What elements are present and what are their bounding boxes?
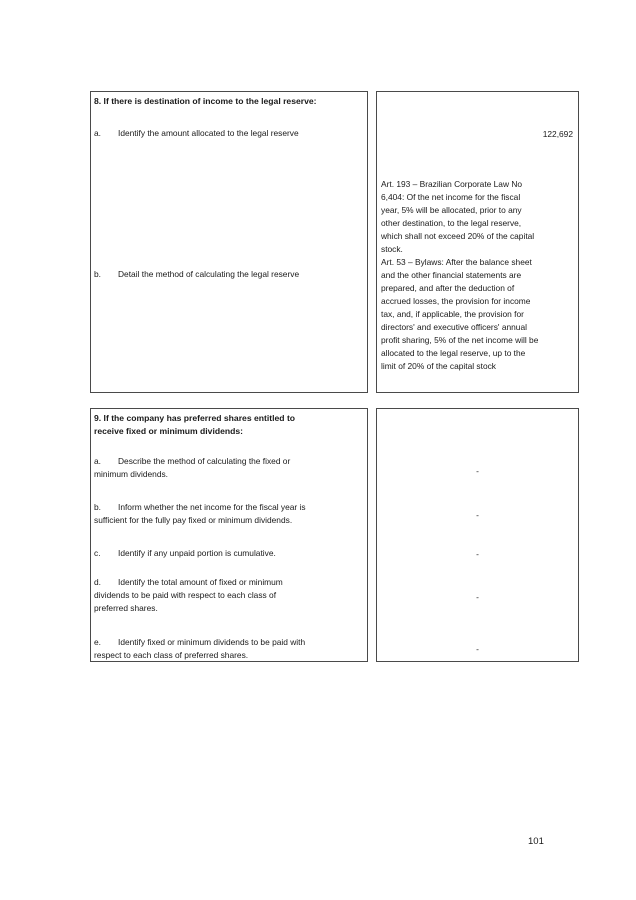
- section9-answer-c: -: [476, 549, 479, 559]
- item-label: b.: [94, 269, 101, 279]
- section9-answer-d: -: [476, 592, 479, 602]
- section8-item-b: [94, 268, 299, 281]
- answer-line: which shall not exceed 20% of the capital: [381, 231, 535, 241]
- item-label: a.: [94, 128, 101, 138]
- answer-line: year, 5% will be allocated, prior to any: [381, 205, 522, 215]
- page-number: 101: [528, 836, 544, 847]
- answer-line: other destination, to the legal reserve,: [381, 218, 522, 228]
- item-label: a.: [94, 456, 101, 466]
- section8-answer-a: 122,692: [542, 129, 573, 139]
- item-text: Describe the method of calculating the fixed or: [118, 456, 291, 466]
- title-line: receive fixed or minimum dividends:: [94, 426, 244, 436]
- item-label: c.: [94, 548, 101, 558]
- section9-answer-e: -: [476, 644, 479, 654]
- item-text: preferred shares.: [94, 603, 158, 613]
- section9-answer-a: -: [476, 466, 479, 476]
- item-text: dividends to be paid with respect to each class of: [94, 590, 277, 600]
- answer-line: accrued losses, the provision for income: [381, 296, 531, 306]
- item-text: sufficient for the fully pay fixed or minimum dividends.: [94, 515, 293, 525]
- section9-item-c: [94, 547, 276, 560]
- item-text: Detail the method of calculating the legal reserve: [118, 269, 300, 279]
- item-label: b.: [94, 502, 101, 512]
- answer-line: stock.: [381, 244, 403, 254]
- answer-line: tax, and, if applicable, the provision for: [381, 309, 524, 319]
- item-text: Identify if any unpaid portion is cumulative.: [118, 548, 276, 558]
- answer-line: allocated to the legal reserve, up to the: [381, 348, 526, 358]
- section9-item-b: [94, 501, 306, 527]
- answer-line: directors' and executive officers' annual: [381, 322, 527, 332]
- item-text: minimum dividends.: [94, 469, 169, 479]
- section8-item-a: [94, 127, 299, 140]
- section9-question-box: [90, 408, 368, 662]
- title-line: 9. If the company has preferred shares entitled to: [94, 413, 296, 423]
- item-label: e.: [94, 637, 101, 647]
- answer-line: Art. 53 – Bylaws: After the balance sheet: [381, 257, 532, 267]
- answer-line: prepared, and after the deduction of: [381, 283, 515, 293]
- section9-item-a: [94, 455, 290, 481]
- answer-line: limit of 20% of the capital stock: [381, 361, 496, 371]
- section8-answer-b: [381, 178, 573, 373]
- item-label: d.: [94, 577, 101, 587]
- item-text: respect to each class of preferred shares.: [94, 650, 249, 660]
- section9-title: [94, 412, 295, 438]
- answer-line: profit sharing, 5% of the net income will be: [381, 335, 539, 345]
- section9-answer-box: [376, 408, 579, 662]
- section8-title: 8. If there is destination of income to the legal reserve:: [94, 96, 317, 106]
- answer-line: Art. 193 – Brazilian Corporate Law No: [381, 179, 523, 189]
- item-text: Inform whether the net income for the fiscal year is: [118, 502, 306, 512]
- section9-item-d: [94, 576, 283, 615]
- section9-item-e: [94, 636, 305, 662]
- item-text: Identify fixed or minimum dividends to be paid with: [118, 637, 306, 647]
- item-text: Identify the total amount of fixed or minimum: [118, 577, 283, 587]
- answer-line: and the other financial statements are: [381, 270, 522, 280]
- section9-answer-b: -: [476, 510, 479, 520]
- item-text: Identify the amount allocated to the legal reserve: [118, 128, 299, 138]
- answer-line: 6,404: Of the net income for the fiscal: [381, 192, 521, 202]
